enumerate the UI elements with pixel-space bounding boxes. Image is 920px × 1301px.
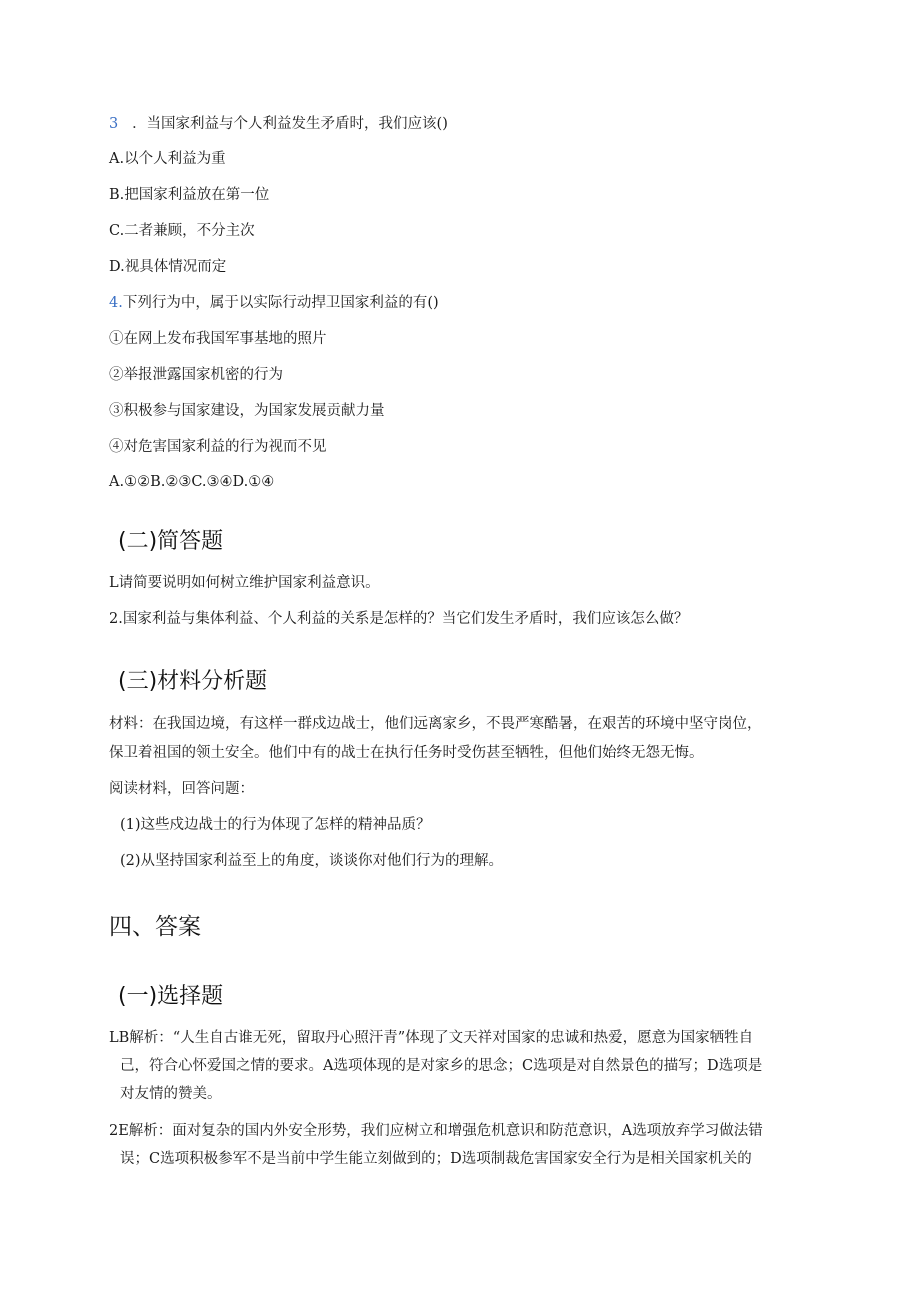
material-q2: (2)从坚持国家利益至上的角度，谈谈你对他们行为的理解。 [120,853,504,869]
material-q1: (1)这些戍边战士的行为体现了怎样的精神品质？ [120,817,431,833]
answer-1-line2: 己，符合心怀爱国之情的要求。A选项体现的是对家乡的思念；C选项是对自然景色的描写；D选项是 [120,1058,763,1074]
answer-1-line1: LB解析：“人生自古谁无死，留取丹心照汗青”体现了文天祥对国家的忠诚和热爱，愿意为国家牺牲自 [109,1030,754,1046]
section-heading-short-answer: (二)简答题 [118,529,224,554]
section-heading-material: (三)材料分析题 [118,669,268,694]
option-b: B.把国家利益放在第一位 [109,187,270,203]
question-4-options: A.①②B.②③C.③④D.①④ [109,474,275,490]
item-1: ①在网上发布我国军事基地的照片 [109,331,327,347]
question-4 [109,293,439,313]
item-4: ④对危害国家利益的行为视而不见 [109,439,327,455]
answers-sub-heading: (一)选择题 [118,984,224,1009]
short-answer-q2: 2.国家利益与集体利益、个人利益的关系是怎样的？当它们发生矛盾时，我们应该怎么做？ [109,611,689,627]
question-number: 3 [109,116,119,132]
answer-2-line1: 2E解析：面对复杂的国内外安全形势，我们应树立和增强危机意识和防范意识，A选项放弃学习做法错 [109,1123,763,1139]
option-a: A.以个人利益为重 [109,151,226,167]
short-answer-q1: L请简要说明如何树立维护国家利益意识。 [109,575,380,591]
option-d: D.视具体情况而定 [109,259,227,275]
answer-2-line2: 误；C选项积极参军不是当前中学生能立刻做到的；D选项制裁危害国家安全行为是相关国家机关的 [120,1151,752,1167]
material-text-line1: 材料：在我国边境，有这样一群戍边战士，他们远离家乡，不畏严寒酷暑，在艰苦的环境中坚守岗位， [109,716,762,732]
question-stem: 下列行为中，属于以实际行动捍卫国家利益的有() [122,295,439,311]
question-3 [109,114,448,134]
answer-1-line3: 对友情的赞美。 [120,1086,222,1102]
material-prompt: 阅读材料，回答问题： [109,781,254,797]
material-text-line2: 保卫着祖国的领土安全。他们中有的战士在执行任务时受伤甚至牺牲，但他们始终无怨无悔。 [109,745,704,761]
item-3: ③积极参与国家建设，为国家发展贡献力量 [109,403,385,419]
question-stem: ．当国家利益与个人利益发生矛盾时，我们应该() [132,116,448,132]
answers-heading: 四、答案 [109,914,201,940]
option-c: C.二者兼顾，不分主次 [109,223,255,239]
question-number: 4. [109,295,123,311]
item-2: ②举报泄露国家机密的行为 [109,367,283,383]
